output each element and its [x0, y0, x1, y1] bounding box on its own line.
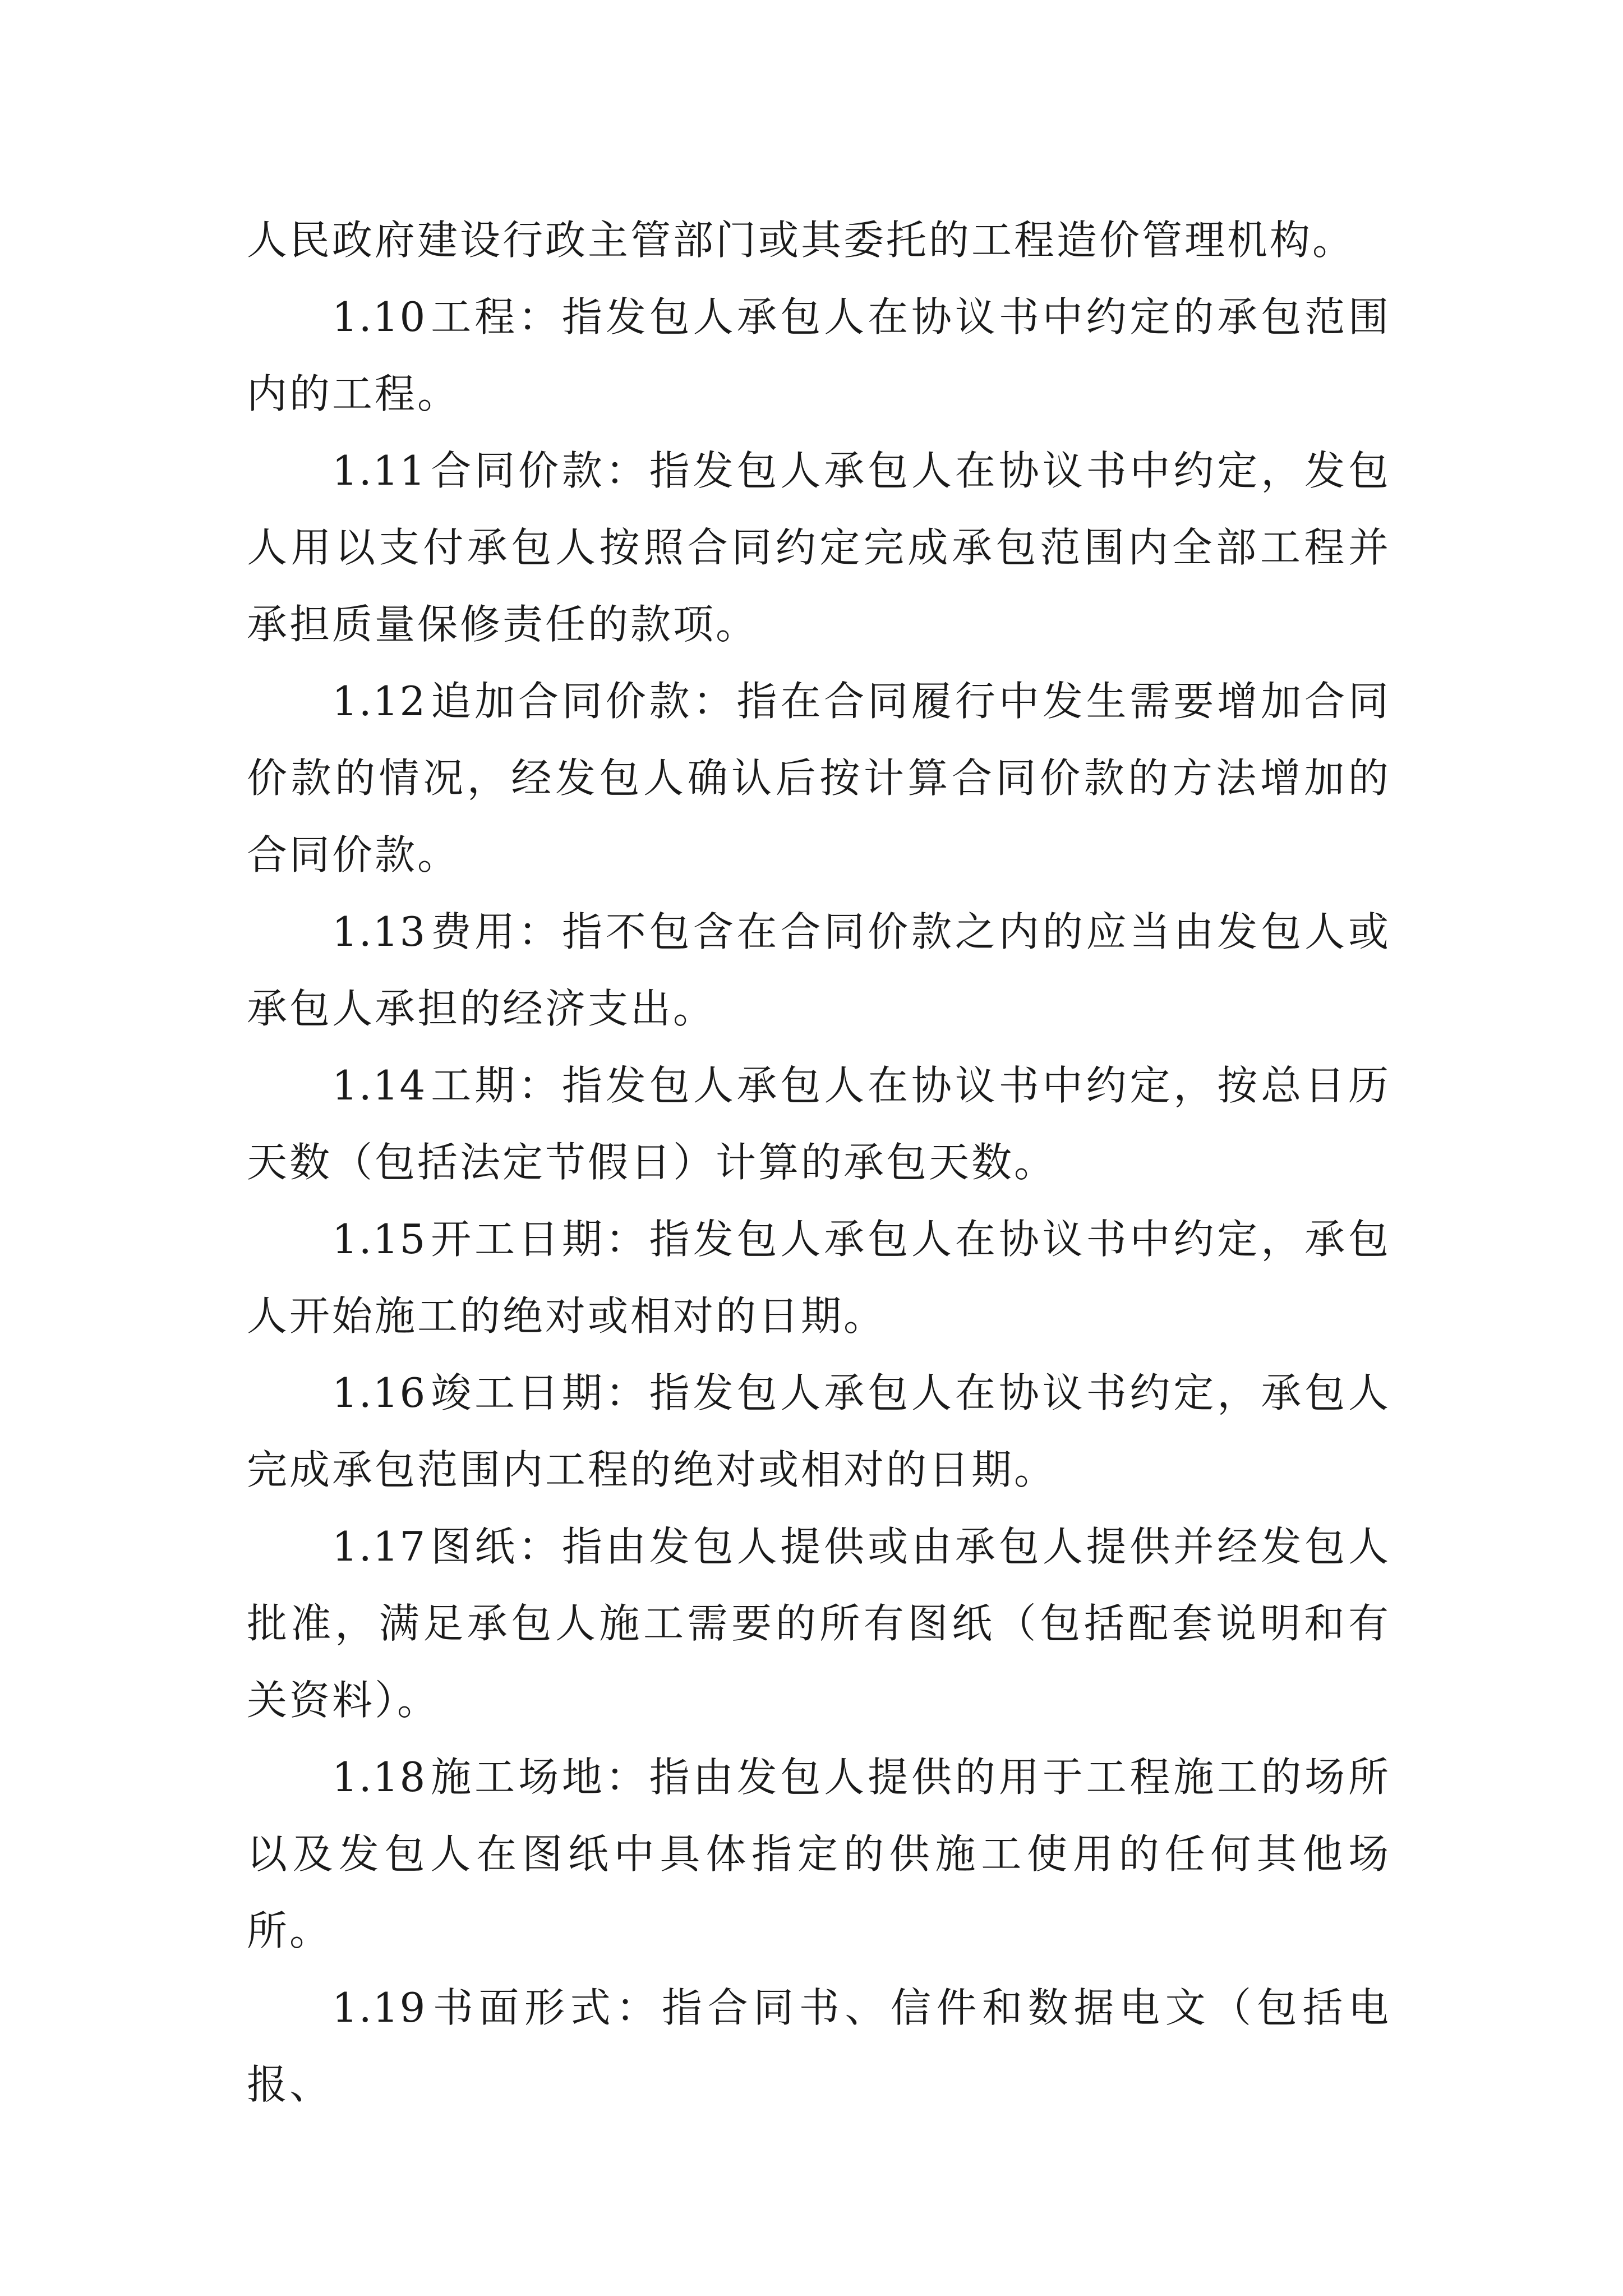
- clause-text: 开工日期：指发包人承包人在协议书中约定，承包人开始施工的绝对或相对的日期。: [247, 1216, 1391, 1340]
- clause-number: 1.17: [332, 1523, 427, 1570]
- clause-1-19: [247, 1970, 1391, 2123]
- clause-number: 1.15: [332, 1216, 427, 1263]
- clause-1-13: [247, 894, 1391, 1047]
- clause-number: 1.10: [332, 293, 427, 341]
- clause-text: 合同价款：指发包人承包人在协议书中约定，发包人用以支付承包人按照合同约定完成承包范围内全部工程并承担质量保修责任的款项。: [247, 447, 1391, 648]
- clause-text: 费用：指不包含在合同价款之内的应当由发包人或承包人承担的经济支出。: [247, 908, 1391, 1032]
- clause-text: 竣工日期：指发包人承包人在协议书约定，承包人完成承包范围内工程的绝对或相对的日期。: [247, 1369, 1391, 1493]
- clause-1-18: [247, 1739, 1391, 1970]
- clause-1-11: [247, 432, 1391, 663]
- clause-1-10: [247, 279, 1391, 432]
- clause-number: 1.11: [332, 447, 427, 494]
- clause-number: 1.18: [332, 1754, 427, 1801]
- clause-text: 图纸：指由发包人提供或由承包人提供并经发包人批准，满足承包人施工需要的所有图纸（包括配套说明和有关资料）。: [247, 1523, 1391, 1724]
- paragraph-text: 人民政府建设行政主管部门或其委托的工程造价管理机构。: [247, 217, 1355, 264]
- clause-number: 1.14: [332, 1062, 427, 1109]
- clause-text: 工期：指发包人承包人在协议书中约定，按总日历天数（包括法定节假日）计算的承包天数。: [247, 1062, 1391, 1186]
- clause-1-14: [247, 1047, 1391, 1201]
- clause-1-16: [247, 1355, 1391, 1508]
- clause-number: 1.13: [332, 908, 427, 955]
- clause-text: 施工场地：指由发包人提供的用于工程施工的场所以及发包人在图纸中具体指定的供施工使用的任何其他场所。: [247, 1754, 1391, 1954]
- clause-text: 工程：指发包人承包人在协议书中约定的承包范围内的工程。: [247, 293, 1391, 417]
- clause-number: 1.19: [332, 1984, 427, 2031]
- clause-number: 1.16: [332, 1369, 427, 1416]
- clause-text: 追加合同价款：指在合同履行中发生需要增加合同价款的情况，经发包人确认后按计算合同价款的方法增加的合同价款。: [247, 678, 1391, 878]
- clause-number: 1.12: [332, 678, 427, 725]
- clause-1-15: [247, 1201, 1391, 1355]
- paragraph-continuation: [247, 202, 1391, 279]
- document-body: [247, 202, 1391, 2123]
- clause-1-17: [247, 1508, 1391, 1739]
- clause-1-12: [247, 663, 1391, 894]
- clause-text: 书面形式：指合同书、信件和数据电文（包括电报、: [247, 1984, 1391, 2108]
